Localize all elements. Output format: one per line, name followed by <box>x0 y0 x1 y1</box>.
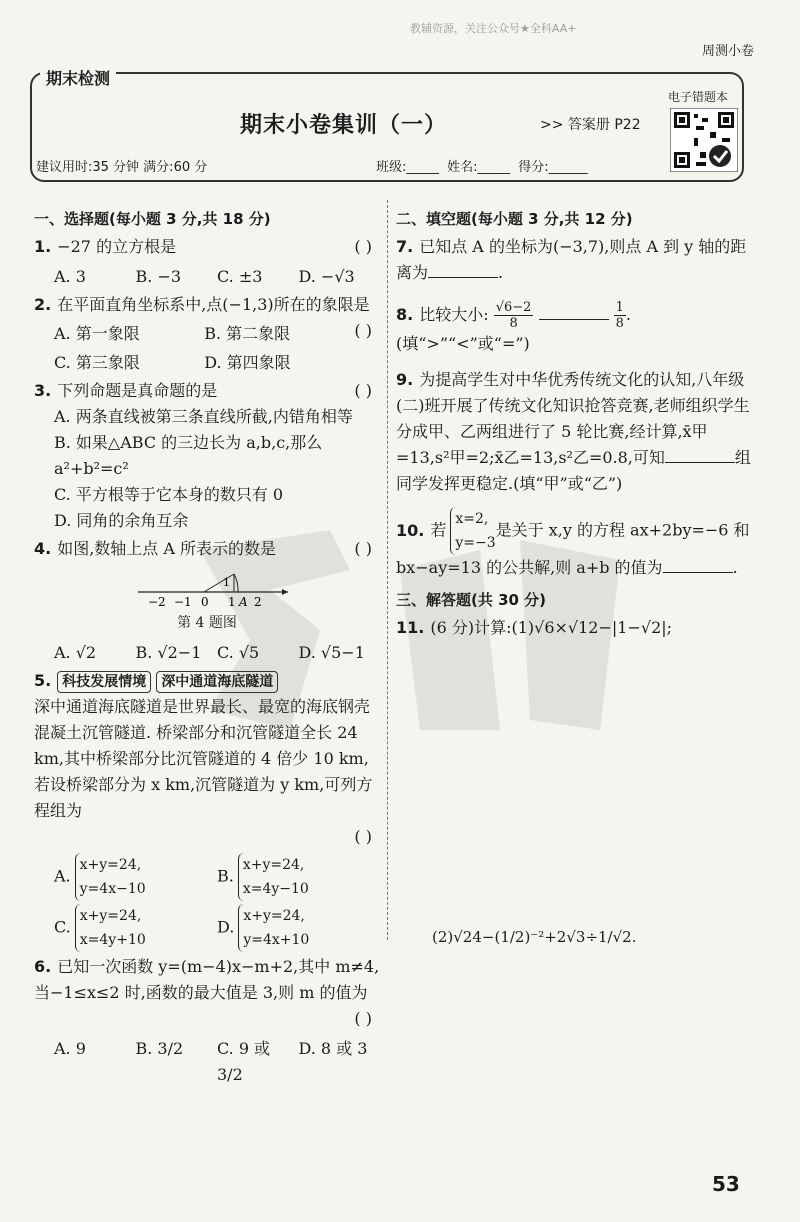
question-7 <box>396 234 756 286</box>
numerator: 1 <box>615 300 624 315</box>
page-title: 期末小卷集训（一） <box>240 113 448 138</box>
option-label: B. <box>217 866 234 886</box>
tick-2: 2 <box>254 595 262 608</box>
options <box>54 853 380 952</box>
column-divider <box>387 200 388 940</box>
system-line: x+y=24, <box>79 908 142 924</box>
options <box>54 1036 380 1088</box>
question-number: 2. <box>34 295 52 314</box>
system-line: x=2, <box>455 511 489 527</box>
question-number: 8. <box>396 305 414 324</box>
options <box>54 264 380 290</box>
answer-paren[interactable]: ( ) <box>354 1009 372 1028</box>
header-label: 期末检测 <box>40 66 116 89</box>
section-choice-title: 一、选择题(每小题 3 分,共 18 分) <box>34 210 271 228</box>
option-label: C. <box>54 917 71 937</box>
option-c[interactable]: C. 第三象限 <box>54 353 140 372</box>
question-2 <box>34 292 380 376</box>
option-c[interactable]: C. ±3 <box>217 267 263 286</box>
option-a[interactable]: A. 第一象限 <box>54 324 140 343</box>
number-line-figure <box>134 568 294 608</box>
tick-1: 1 <box>228 595 236 608</box>
tick-0: 0 <box>201 595 209 608</box>
question-4 <box>34 536 380 666</box>
question-text: 是关于 x,y 的方程 ax+2by=−6 和 bx−ay=13 的公共解,则 a+b 的值为 <box>396 520 750 577</box>
section-fill-title: 二、填空题(每小题 3 分,共 12 分) <box>396 210 633 228</box>
question-text: 已知一次函数 y=(m−4)x−m+2,其中 m≠4,当−1≤x≤2 时,函数的最大值是 3,则 m 的值为 <box>34 957 380 1002</box>
tick-a: A <box>239 595 248 608</box>
left-column <box>34 206 380 1088</box>
system-line: x+y=24, <box>243 908 305 924</box>
question-5 <box>34 668 380 952</box>
question-text: (6 分)计算:(1)√6×√12−|1−√2|; <box>430 618 673 637</box>
context-tag: 科技发展情境 <box>57 671 151 693</box>
answer-paren[interactable]: ( ) <box>354 237 372 256</box>
section-solve-title: 三、解答题(共 30 分) <box>396 591 547 609</box>
question-number: 5. <box>34 671 52 690</box>
system-line: y=4x−10 <box>79 881 146 897</box>
student-fields: 班级:_____ 姓名:_____ 得分:______ <box>376 160 588 175</box>
option-b[interactable]: B. 3/2 <box>135 1039 184 1058</box>
answer-paren[interactable]: ( ) <box>354 539 372 558</box>
option-c[interactable]: C. 9 或 3/2 <box>217 1039 271 1084</box>
period: . <box>498 263 504 282</box>
top-note: 教辅资源，关注公众号★全科AA+ <box>410 22 577 35</box>
question-text: 若 <box>430 520 447 540</box>
question-text: 下列命题是真命题的是 <box>57 381 218 400</box>
answer-paren[interactable]: ( ) <box>354 381 372 400</box>
exam-info: 建议用时:35 分钟 满分:60 分 <box>36 160 208 175</box>
question-text: −27 的立方根是 <box>57 237 177 256</box>
section-tag: 周测小卷 <box>701 44 754 59</box>
option-b[interactable]: B. 如果△ABC 的三边长为 a,b,c,那么 a²+b²=c² <box>54 433 323 478</box>
option-a[interactable] <box>54 853 217 901</box>
option-label: A. <box>54 866 71 886</box>
denominator: 8 <box>615 316 624 331</box>
system-line: x+y=24, <box>242 857 305 873</box>
question-11 <box>396 615 756 641</box>
answer-blank[interactable] <box>428 260 498 278</box>
options <box>54 640 380 666</box>
tick-neg1: −1 <box>174 595 192 608</box>
topic-tag: 深中通道海底隧道 <box>156 671 278 693</box>
question-8 <box>396 300 756 357</box>
question-9 <box>396 367 756 497</box>
question-text: 已知点 A 的坐标为(−3,7),则点 A 到 y 轴的距离为 <box>396 237 747 282</box>
options <box>54 321 354 376</box>
system-line: x=4y+10 <box>79 932 146 948</box>
question-number: 7. <box>396 237 414 256</box>
question-number: 6. <box>34 957 52 976</box>
question-text: 在平面直角坐标系中,点(−1,3)所在的象限是 <box>57 295 370 314</box>
option-b[interactable]: B. 第二象限 <box>204 324 291 343</box>
question-11-part-2: (2)√24−(1/2)⁻²+2√3÷1/√2. <box>432 928 637 946</box>
denominator: 8 <box>509 316 518 331</box>
option-d[interactable]: D. 第四象限 <box>204 353 291 372</box>
option-d[interactable]: D. 8 或 3 <box>298 1039 368 1058</box>
option-a[interactable]: A. √2 <box>54 643 97 662</box>
question-text: 为提高学生对中华优秀传统文化的认知,八年级(二)班开展了传统文化知识抢答竞赛,老师组织学生分成甲、乙两组进行了 5 轮比赛,经计算,x̄甲=13,s²甲=2;x̄乙=13,s²乙=0.8,可知 <box>396 370 750 467</box>
option-a[interactable]: A. 两条直线被第三条直线所截,内错角相等 <box>54 407 353 426</box>
option-d[interactable]: D. −√3 <box>298 267 355 286</box>
question-number: 1. <box>34 237 52 256</box>
answer-paren[interactable]: ( ) <box>354 827 372 846</box>
question-text: 比较大小: <box>419 305 489 324</box>
option-d[interactable] <box>217 904 380 952</box>
question-number: 9. <box>396 370 414 389</box>
system-line: y=−3 <box>455 535 496 551</box>
question-number: 11. <box>396 618 425 637</box>
option-label: D. <box>217 917 235 937</box>
question-text: 组同学发挥更稳定.(填“甲”或“乙”) <box>396 448 751 493</box>
question-number: 4. <box>34 539 52 558</box>
question-text: 如图,数轴上点 A 所表示的数是 <box>57 539 277 558</box>
qr-code-icon[interactable] <box>670 108 738 172</box>
option-a[interactable]: A. 9 <box>54 1039 86 1058</box>
numerator: √6−2 <box>495 300 532 315</box>
system-line: y=4x+10 <box>243 932 310 948</box>
option-b[interactable]: B. −3 <box>135 267 182 286</box>
segment-label: 1 <box>223 576 230 589</box>
answer-blank[interactable] <box>663 555 733 573</box>
answer-reference: >> 答案册 P22 <box>540 117 641 133</box>
option-c[interactable] <box>54 904 217 952</box>
question-text: 深中通道海底隧道是世界最长、最宽的海底钢壳混凝土沉管隧道. 桥梁部分和沉管隧道全长 24 km,其中桥梁部分比沉管隧道的 4 倍少 10 km,若设桥梁部分为 x km,沉管隧道为 y km,可列方程组为 <box>34 697 373 820</box>
answer-paren[interactable]: ( ) <box>354 321 372 340</box>
option-b[interactable] <box>217 853 380 901</box>
right-column <box>396 206 756 641</box>
option-b[interactable]: B. √2−1 <box>135 643 202 662</box>
answer-blank[interactable] <box>665 445 735 463</box>
option-c[interactable]: C. 平方根等于它本身的数只有 0 <box>54 485 284 504</box>
question-number: 10. <box>396 520 425 540</box>
question-number: 3. <box>34 381 52 400</box>
page-number: 53 <box>712 1172 740 1196</box>
system-line: x+y=24, <box>79 857 142 873</box>
fraction-1 <box>494 300 534 331</box>
answer-blank[interactable] <box>539 302 609 320</box>
option-d[interactable]: D. √5−1 <box>298 643 365 662</box>
question-3 <box>34 378 380 534</box>
option-d[interactable]: D. 同角的余角互余 <box>54 511 189 530</box>
tick-neg2: −2 <box>148 595 166 608</box>
option-a[interactable]: A. 3 <box>54 267 86 286</box>
question-text: .(填“>”“<”或“=”) <box>396 305 631 353</box>
question-10 <box>396 507 756 581</box>
figure-caption: 第 4 题图 <box>177 615 237 631</box>
period: . <box>732 558 738 577</box>
fraction-2 <box>614 300 626 331</box>
option-c[interactable]: C. √5 <box>217 643 260 662</box>
qr-label: 电子错题本 <box>668 90 729 104</box>
system-line: x=4y−10 <box>242 881 309 897</box>
question-1 <box>34 234 380 290</box>
question-6 <box>34 954 380 1088</box>
